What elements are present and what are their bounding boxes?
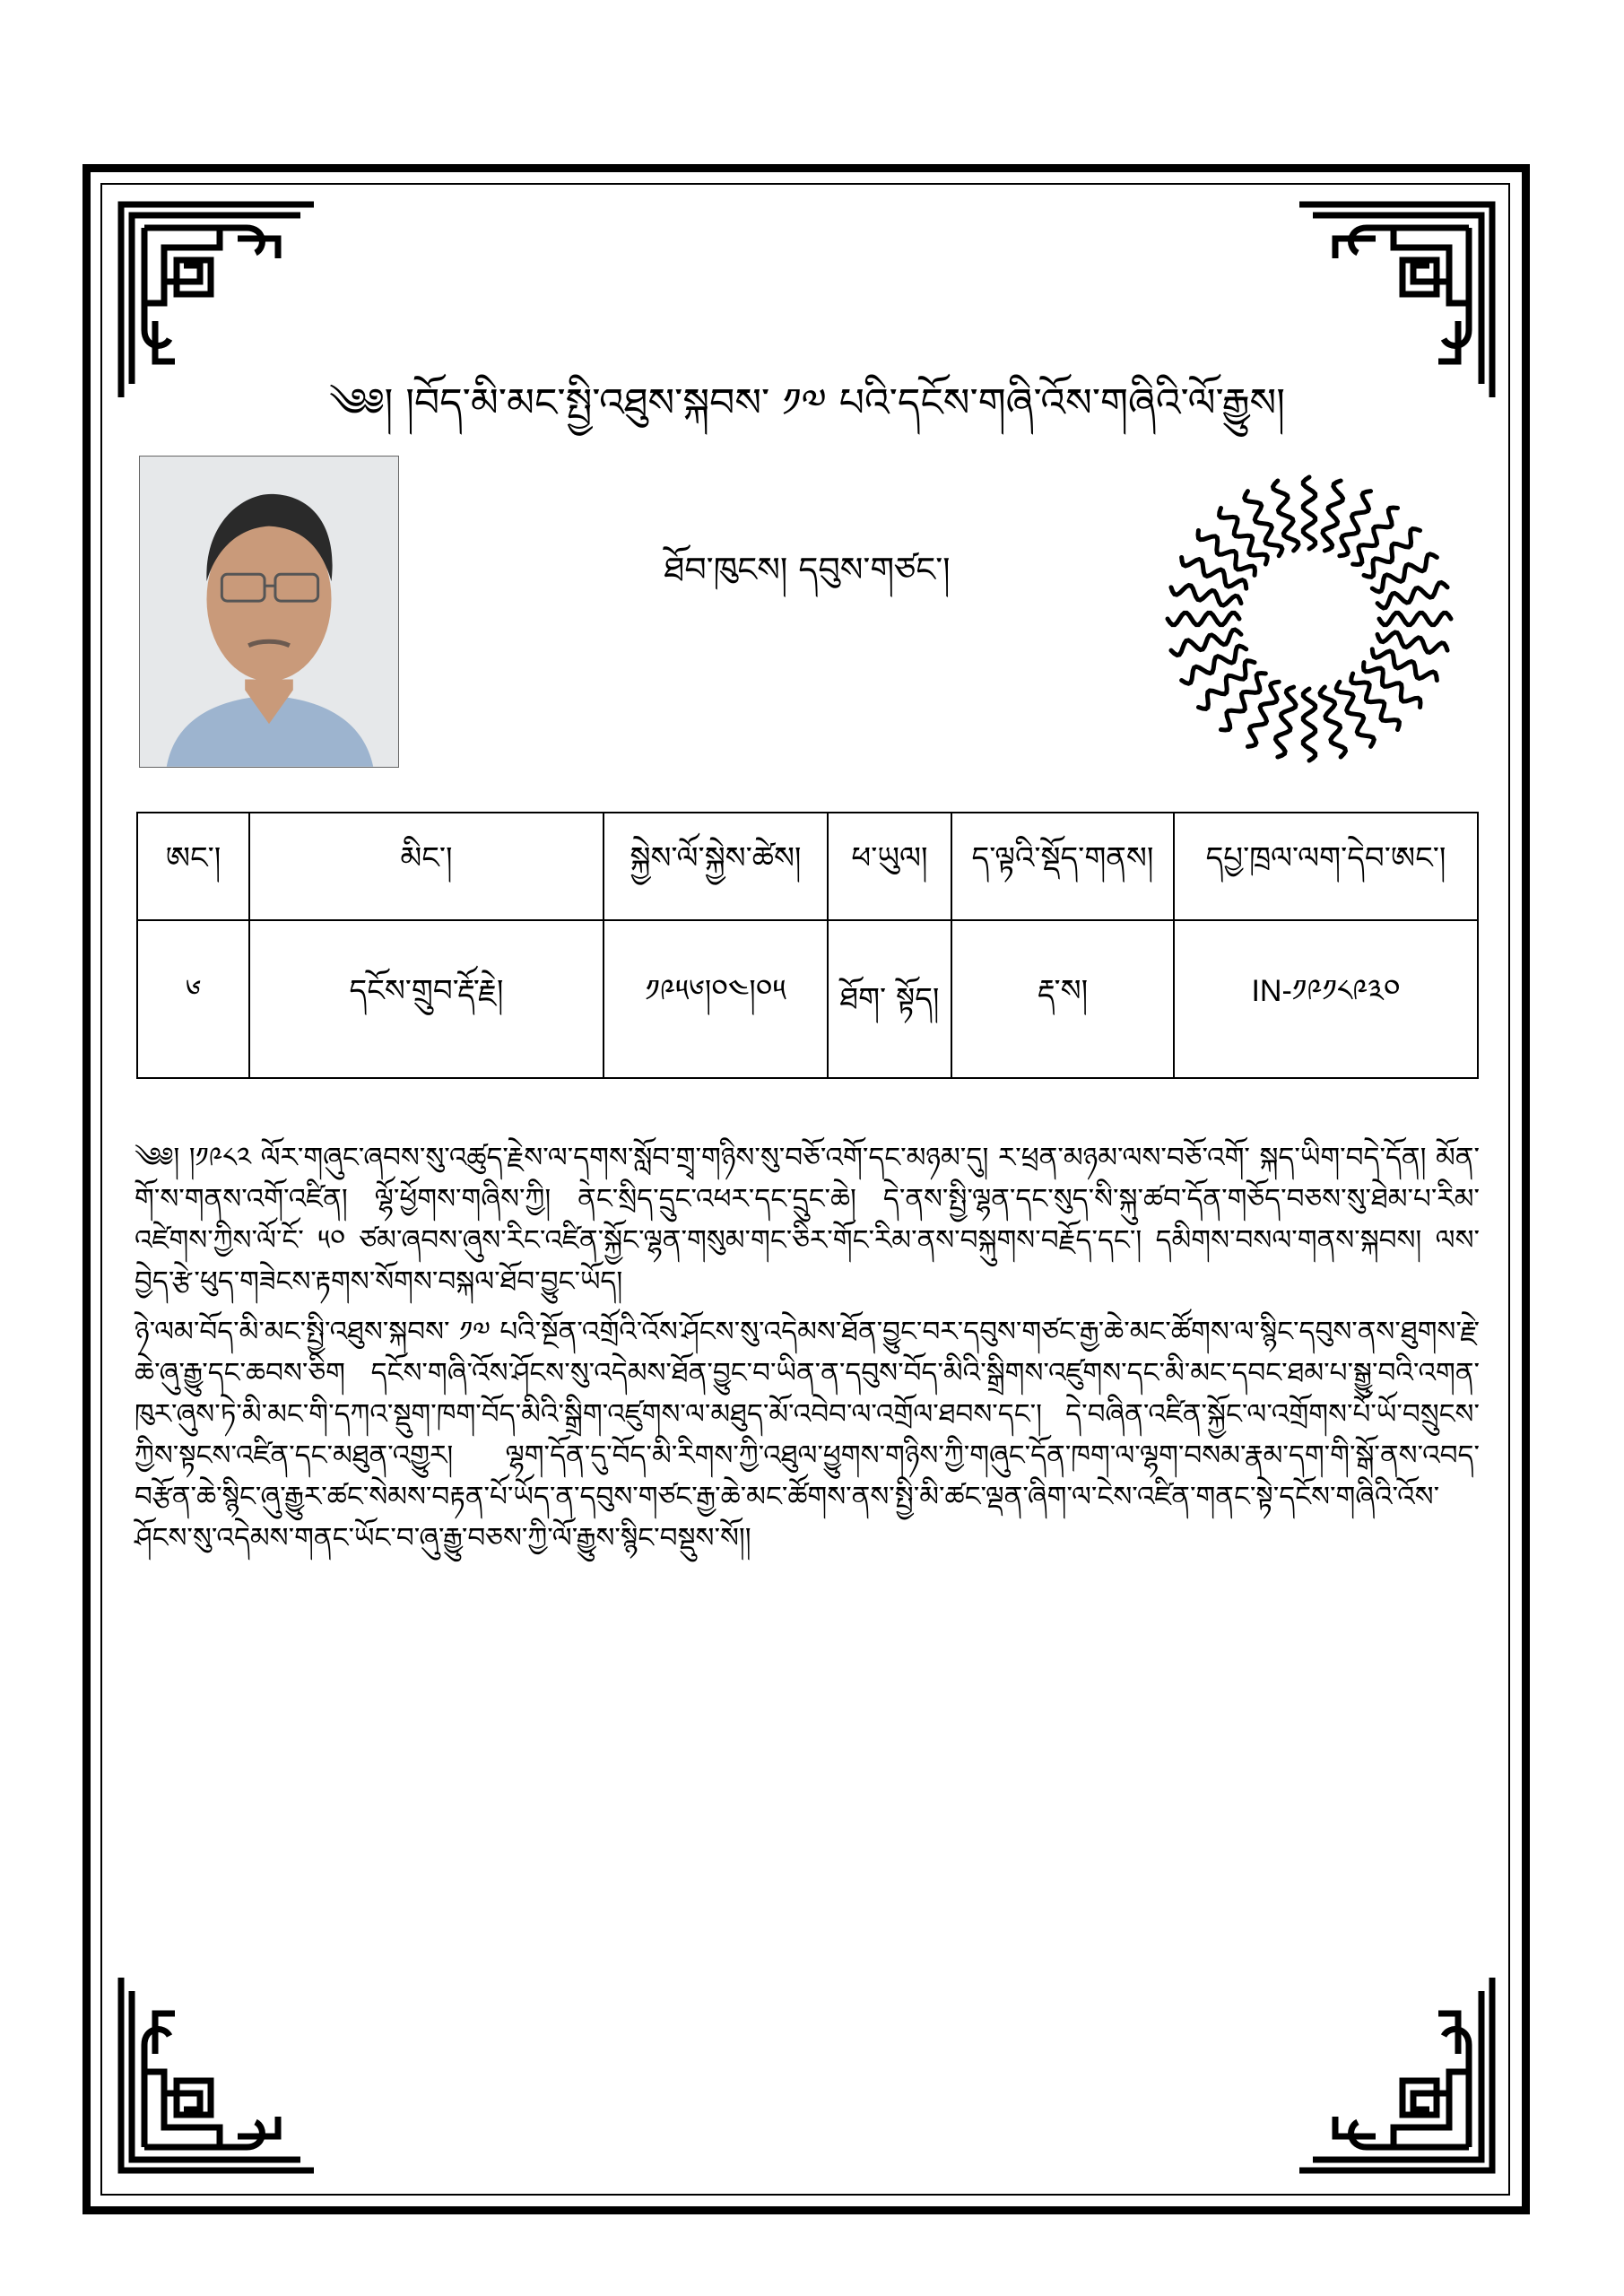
cell-birth-date: ༡༩༥༦།༠༤།༠༥	[604, 920, 828, 1078]
bio-paragraph-2: ཉེ་ལམ་བོད་མི་མང་སྤྱི་འཐུས་སྐབས་ ༡༧ པའི་སྔོན་འགྲོའི་འོས་ཤོངས་སུ་འདེམས་ཐོན་བྱུང་བར་དབུས་གཙང་རྒྱ་ཆེ་མང་ཚོགས་ལ་སྙིང་དབུས་ནས་ཐུགས་རྗེ་ཆེ་ཞུ་རྒྱུ་དང་ཆབས་ཅིག དངོས་གཞི་འོས་ཤོངས་སུ་འདེམས་ཐོན་བྱུང་བ་ཡིན་ན་དབུས་བོད་མིའི་སྒྲིགས་འཛུགས་དང་མི་མང་དབང་ཐམ་པ་སྒྱུ་བའི་འགན་ཁུར་ཞུས་ཏེ་མི་མང་གི་དཀའ་སྡུག་ཁག་བོད་མིའི་སྒྲིག་འཛུགས་ལ་མཐུད་མོ་འབེབ་ལ་འགྲོལ་ཐབས་དང་། དེ་བཞིན་འཛིན་སྐྱོང་ལ་འགྲོགས་པོ་ཡོ་བསྲུངས་ཀྱིས་སྟངས་འཛིན་དང་མཐུན་འགྱུར། ལྷག་དོན་དུ་བོད་མི་རིགས་ཀྱི་འཐུལ་ཕྱུགས་གཉིས་ཀྱི་གཞུང་དོན་ཁག་ལ་ལྷག་བསམ་རྣམ་དག་གི་སྒོ་ནས་འབད་བརྩོན་ཆེ་སྙིང་ཞུ་རྒྱུར་ཚང་སེམས་བརྟན་པོ་ཡོད་ན་དབུས་གཙང་རྒྱ་ཆེ་མང་ཚོགས་ནས་སྤྱི་མི་ཚང་ལྡན་ཞིག་ལ་ངེས་འཛིན་གནང་སྟེ་དངོས་གཞིའི་འོས་ཤོངས་སུ་འདེམས་གནང་ཡོང་བ་ཞུ་རྒྱུ་བཅས་ཀྱི་ལོ་རྒྱུས་སྙིང་བསྡུས་སོ།།	[135, 1316, 1480, 1554]
sun-ray	[1171, 630, 1241, 655]
corner-ornament-top-right	[1295, 196, 1501, 402]
cell-residence: རྡ་ས།	[951, 920, 1174, 1078]
cell-native-place: ཐོག་ སྟོད།	[828, 920, 951, 1078]
header-native-place: ཕ་ཡུལ།	[828, 813, 951, 920]
header-residence: ད་ལྟའི་སྡོད་གནས།	[951, 813, 1174, 920]
table-row	[137, 920, 1478, 1078]
cell-name: དངོས་གྲུབ་རྡོ་རྗེ།	[249, 920, 604, 1078]
candidate-table	[136, 812, 1479, 1079]
sun-ray	[1351, 674, 1400, 730]
page-title: ༄༅། །བོད་མི་མང་སྤྱི་འཐུས་སྐབས་ ༡༧ པའི་དངོས་གཞི་འོས་གཞིའི་ལོ་རྒྱུས།	[328, 380, 1286, 426]
sun-ray	[1379, 613, 1451, 624]
header-tax-book-no: དཔྱ་ཁྲལ་ལག་དེབ་ཨང་།	[1174, 813, 1478, 920]
sun-ray	[1377, 583, 1447, 608]
candidate-photo	[139, 456, 399, 768]
biography	[135, 1137, 1480, 1568]
table-header-row	[137, 813, 1478, 920]
bio-paragraph-1: ༄༅། །༡༩༨༢ ལོར་གཞུང་ཞབས་སུ་འཚུད་རྗེས་ལ་ད྄གས་སློབ་གྲྭ་གཉིས་སུ་བཅོ་འགོ་དང་མཉམ་དུ། ར་ཕྲན་མཉམ་ལས་བཅོ་འགོ་ སྐད་ཡིག་བདེ་དོན། མོན་གོ་ས་གནས་འགོ་འཛིན། ལྷོ་ཕྱོགས་གཞིས་ཀྱི། ནང་སྲིད་དྲུང་འཕར་དང་དྲུང་ཆེ། དེ་ནས་སྤྱི་ལྷན་དང་སུད་སི་སྐུ་ཚབ་དོན་གཅོད་བཅས་སུ་ཐེམ་པ་རིམ་འཛེགས་ཀྱིས་ལོ་ངོ་ ༥༠ ཙམ་ཞབས་ཞུས་རིང་འཛིན་སྐྱོང་ལྷན་གསུམ་གང་ཅིར་གོང་རིམ་ནས་བསྐུགས་བརྗོད་དང་། དམིགས་བསལ་གནས་སྐབས། ལས་བྱེད་རྩེ་ཕུད་གཟེངས་རྟགས་སོགས་བསྐལ་ཐོབ་བྱུང་ཡོད།	[135, 1142, 1480, 1298]
constituency-label: ཐོབ་ཁུངས། དབུས་གཙང་།	[664, 550, 951, 589]
header-name: མིང་།	[249, 813, 604, 920]
cell-tax-book-no: IN-༡༩༡༨༩༣༠	[1174, 920, 1478, 1078]
header-number: ཨང་།	[137, 813, 249, 920]
sun-ray	[1303, 477, 1315, 549]
cell-number: ༦	[137, 920, 249, 1078]
sun-ray	[1364, 529, 1420, 578]
sun-ray	[1303, 689, 1315, 761]
corner-ornament-bottom-left	[112, 1973, 318, 2179]
sun-ray	[1273, 481, 1298, 551]
sun-ray	[1168, 613, 1239, 624]
sun-emblem-icon	[1161, 471, 1457, 767]
sun-ray	[1198, 661, 1255, 709]
portrait-icon	[140, 457, 398, 767]
corner-ornament-top-left	[112, 196, 318, 402]
header-birth-date: སྐྱེས་ལོ་སྐྱེས་ཚེས།	[604, 813, 828, 920]
corner-ornament-bottom-right	[1295, 1973, 1501, 2179]
sun-ray	[1220, 508, 1268, 564]
sun-ray	[1320, 687, 1345, 757]
